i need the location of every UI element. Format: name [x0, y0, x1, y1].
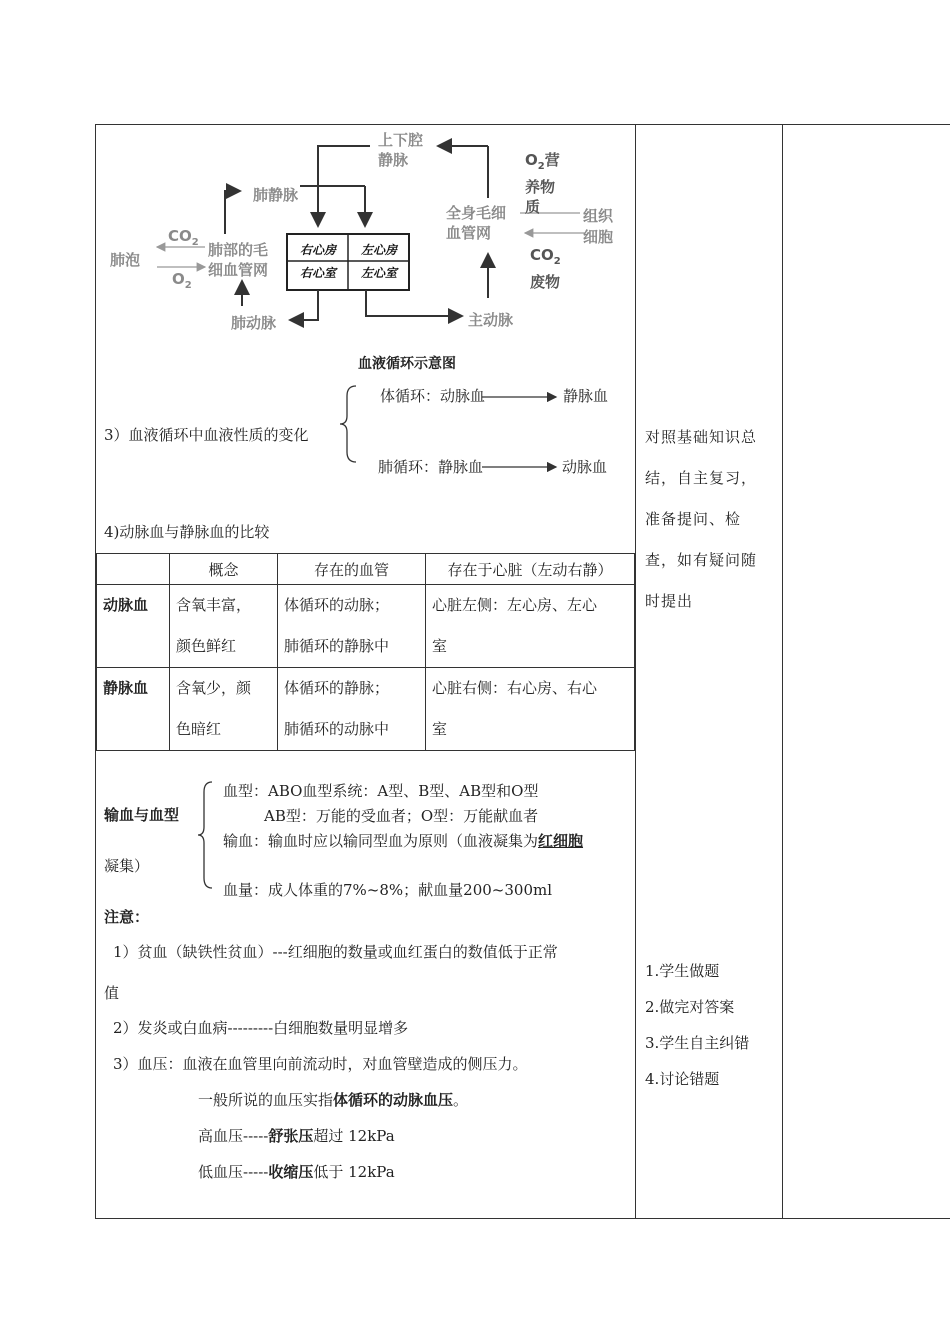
table-header-cell: 存在于心脏（左动右静）: [426, 554, 635, 585]
frame-divider-1: [635, 124, 636, 1219]
diagram-caption: 血液循环示意图: [358, 356, 456, 372]
systemic-line: 体循环：动脉血: [380, 387, 486, 405]
aorta-path: [366, 290, 462, 316]
lung-capillary-label: 肺部的毛 细血管网: [208, 241, 269, 279]
step-item: 1.学生做题: [645, 962, 720, 980]
transfusion-title: 输血与血型: [104, 806, 180, 824]
pulmonary-vein-label: 肺静脉: [253, 186, 299, 204]
table-cell-name: 静脉血: [97, 668, 170, 751]
note-3: 3）血压：血液在血管里向前流动时，对血管壁造成的侧压力。: [113, 1055, 528, 1073]
transfusion-brace: [196, 780, 216, 890]
note-6: 低血压-----收缩压低于 12kPa: [198, 1163, 395, 1181]
section3-label: 3）血液循环中血液性质的变化: [104, 426, 309, 444]
pulmonary-vein-up: [225, 191, 240, 234]
body-capillary-label: 全身毛细 血管网: [446, 204, 507, 242]
o2-nutrients-label: $O_2$营 养物 质: [525, 151, 560, 216]
o2-left-label: $O_2$: [172, 270, 192, 291]
table-cell: 含氧少，颜 色暗红: [170, 668, 278, 751]
section4-label: 4)动脉血与静脉血的比较: [104, 523, 270, 541]
transfusion-line2: AB型：万能的受血者；O型：万能献血者: [264, 807, 539, 825]
co2-left-label: $CO_2$: [168, 227, 199, 248]
table-cell: 心脏右侧：右心房、右心 室: [426, 668, 635, 751]
section3-arrows: [480, 388, 560, 473]
table-cell: 体循环的静脉； 肺循环的动脉中: [278, 668, 426, 751]
transfusion-line3-cont: 凝集）: [104, 857, 150, 875]
table-row: [97, 668, 635, 751]
step-item: 3.学生自主纠错: [645, 1034, 750, 1052]
pulmonary-artery-label: 肺动脉: [231, 314, 277, 332]
comparison-table: [96, 553, 635, 751]
frame-divider-2: [782, 124, 783, 1219]
transfusion-line1: 血型：ABO血型系统：A型、B型、AB型和O型: [223, 782, 539, 800]
step-item: 2.做完对答案: [645, 998, 735, 1016]
transfusion-line3: 输血：输血时应以输同型血为原则（血液凝集为红细胞: [223, 832, 584, 850]
vena-cava-label: 上下腔 静脉: [378, 131, 424, 169]
step-item: 4.讨论错题: [645, 1070, 720, 1088]
notes-title: 注意：: [104, 908, 150, 926]
table-row: [97, 585, 635, 668]
co2-waste-label: $CO_2$ 废物: [530, 246, 561, 291]
table-cell-name: 动脉血: [97, 585, 170, 668]
note-5: 高血压-----舒张压超过 12kPa: [198, 1127, 395, 1145]
table-cell: 含氧丰富， 颜色鲜红: [170, 585, 278, 668]
transfusion-line4: 血量：成人体重的7%~8%；献血量200~300ml: [223, 881, 553, 899]
side-steps-list: [645, 953, 777, 1097]
pulmonary-result: 动脉血: [562, 458, 608, 476]
right-ventricle: 右心室: [299, 266, 336, 280]
frame-bottom: [95, 1218, 950, 1219]
table-header-cell: [97, 554, 170, 585]
pulmonary-artery-path: [290, 290, 318, 320]
systemic-result: 静脉血: [563, 387, 609, 405]
note-4: 一般所说的血压实指体循环的动脉血压。: [198, 1091, 469, 1109]
pulmonary-line: 肺循环：静脉血: [378, 458, 484, 476]
frame-top: [95, 124, 950, 125]
side-review-text: 对照基础知识总 结，自主复习， 准备提问、检 查，如有疑问随 时提出: [645, 428, 758, 610]
tissue-cells-label: 组织 细胞: [583, 207, 614, 246]
table-cell: 体循环的动脉； 肺循环的静脉中: [278, 585, 426, 668]
section3-brace: [338, 384, 360, 464]
table-header-row: [97, 554, 635, 585]
note-2: 2）发炎或白血病---------白细胞数量明显增多: [113, 1019, 409, 1037]
left-atrium: 左心房: [360, 243, 397, 257]
alveoli-label: 肺泡: [110, 251, 141, 269]
aorta-label: 主动脉: [468, 311, 514, 329]
note-1-cont: 值: [104, 984, 120, 1002]
left-ventricle: 左心室: [360, 266, 397, 280]
table-header-cell: 存在的血管: [278, 554, 426, 585]
note-1: 1）贫血（缺铁性贫血）---红细胞的数量或血红蛋白的数值低于正常: [113, 943, 558, 961]
right-atrium: 右心房: [299, 243, 336, 257]
table-cell: 心脏左侧：左心房、左心 室: [426, 585, 635, 668]
table-header-cell: 概念: [170, 554, 278, 585]
